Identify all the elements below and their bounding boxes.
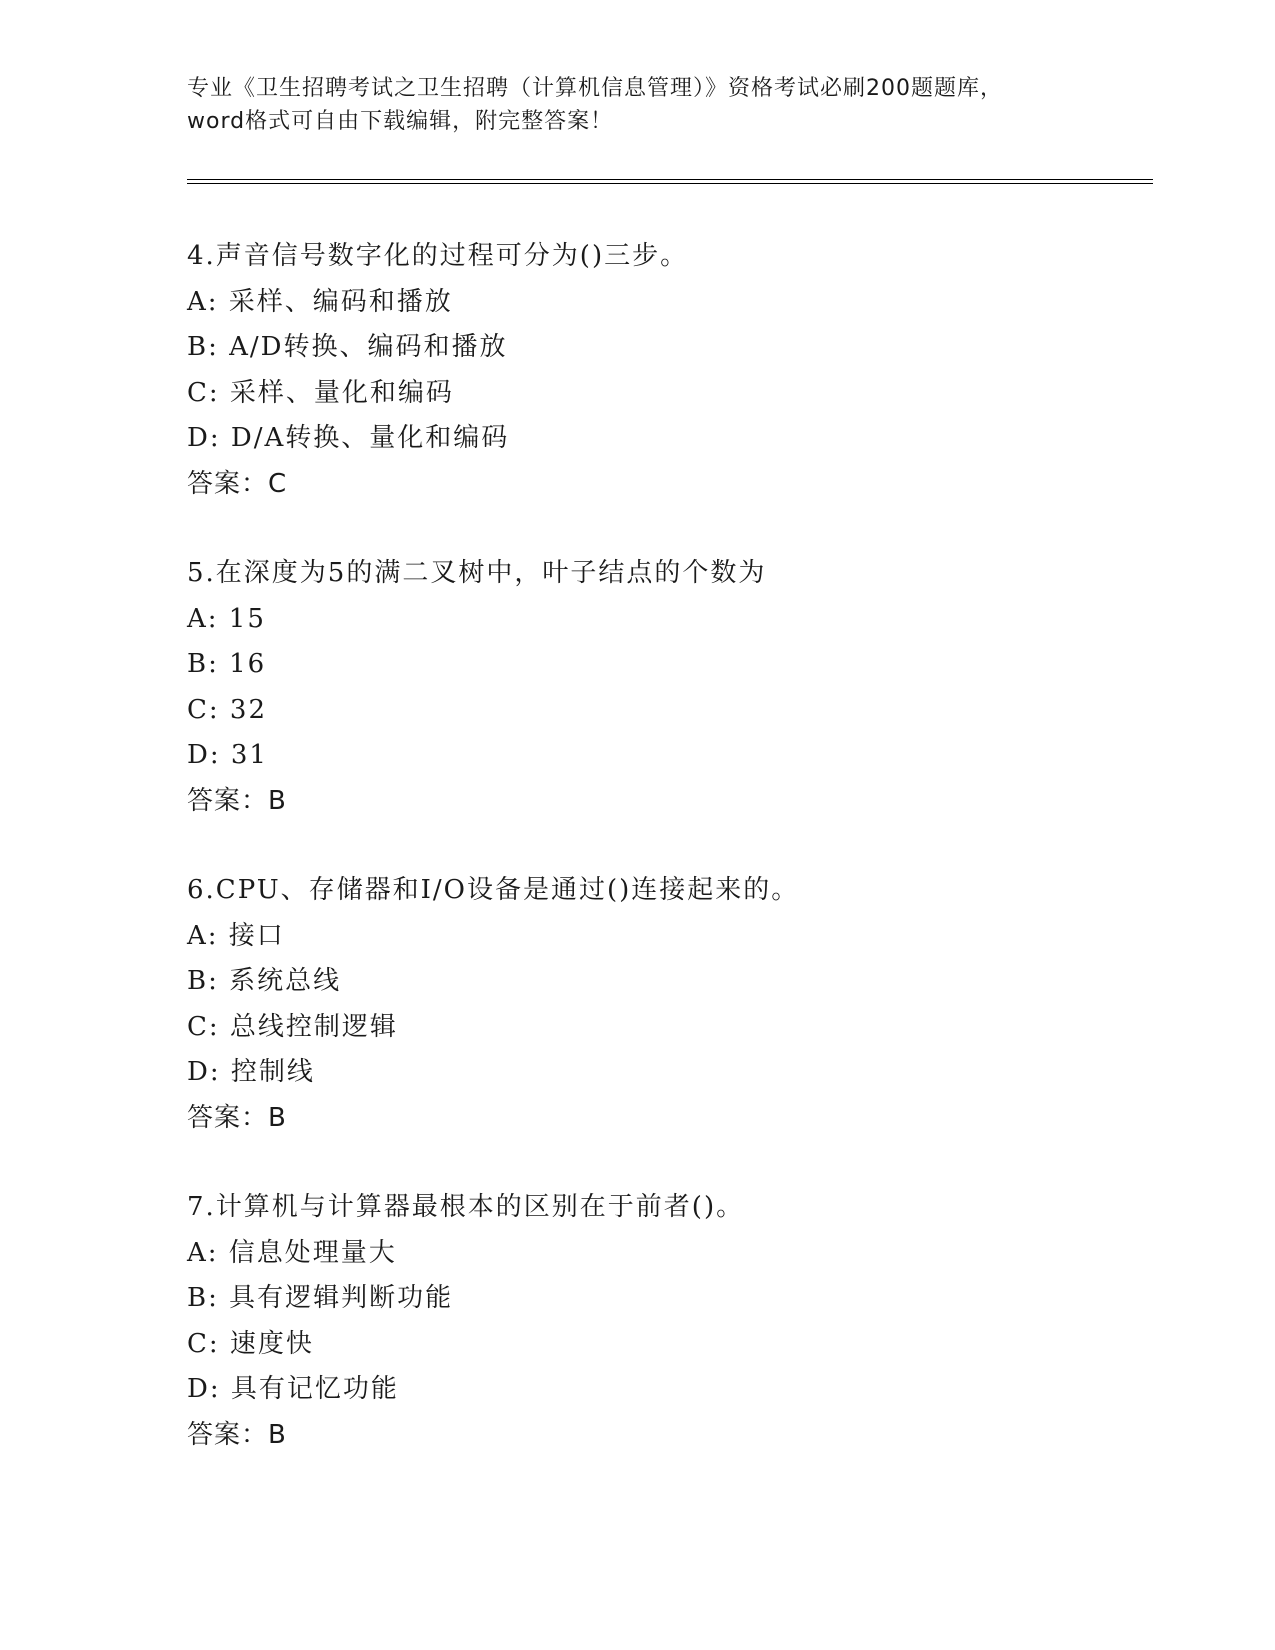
option-c: C: 32 <box>187 694 268 725</box>
option-a: A: 采样、编码和播放 <box>187 286 453 317</box>
question-4 <box>187 234 1147 507</box>
option-a: A: 15 <box>187 603 266 634</box>
option-b: B: A/D转换、编码和播放 <box>187 332 508 362</box>
answer-label: 答案：C <box>187 468 288 499</box>
answer-label: 答案：B <box>187 1102 287 1133</box>
question-stem: 7.计算机与计算器最根本的区别在于前者()。 <box>187 1192 745 1222</box>
question-list <box>187 234 1147 1502</box>
answer-label: 答案：B <box>187 785 287 816</box>
question-stem: 4.声音信号数字化的过程可分为()三步。 <box>187 241 689 271</box>
option-d: D: D/A转换、量化和编码 <box>187 423 510 453</box>
question-6 <box>187 868 1147 1141</box>
header-double-rule <box>187 179 1153 184</box>
option-d: D: 具有记忆功能 <box>187 1374 399 1404</box>
option-c: C: 速度快 <box>187 1328 314 1359</box>
answer-label: 答案：B <box>187 1419 287 1450</box>
option-b: B: 具有逻辑判断功能 <box>187 1283 454 1313</box>
option-a: A: 接口 <box>187 920 285 951</box>
option-b: B: 系统总线 <box>187 966 342 996</box>
header-title-line-1: 专业《卫生招聘考试之卫生招聘（计算机信息管理）》资格考试必刷200题题库， <box>187 76 1003 101</box>
option-b: B: 16 <box>187 649 267 679</box>
question-5 <box>187 551 1147 824</box>
document-header <box>187 72 1107 138</box>
option-c: C: 采样、量化和编码 <box>187 377 454 408</box>
question-7 <box>187 1185 1147 1458</box>
option-d: D: 31 <box>187 740 268 770</box>
header-title-line-2: word格式可自由下载编辑，附完整答案！ <box>187 109 614 134</box>
option-c: C: 总线控制逻辑 <box>187 1011 398 1042</box>
option-a: A: 信息处理量大 <box>187 1237 397 1268</box>
question-stem: 6.CPU、存储器和I/O设备是通过()连接起来的。 <box>187 875 800 905</box>
option-d: D: 控制线 <box>187 1057 315 1087</box>
question-stem: 5.在深度为5的满二叉树中，叶子结点的个数为 <box>187 558 767 588</box>
